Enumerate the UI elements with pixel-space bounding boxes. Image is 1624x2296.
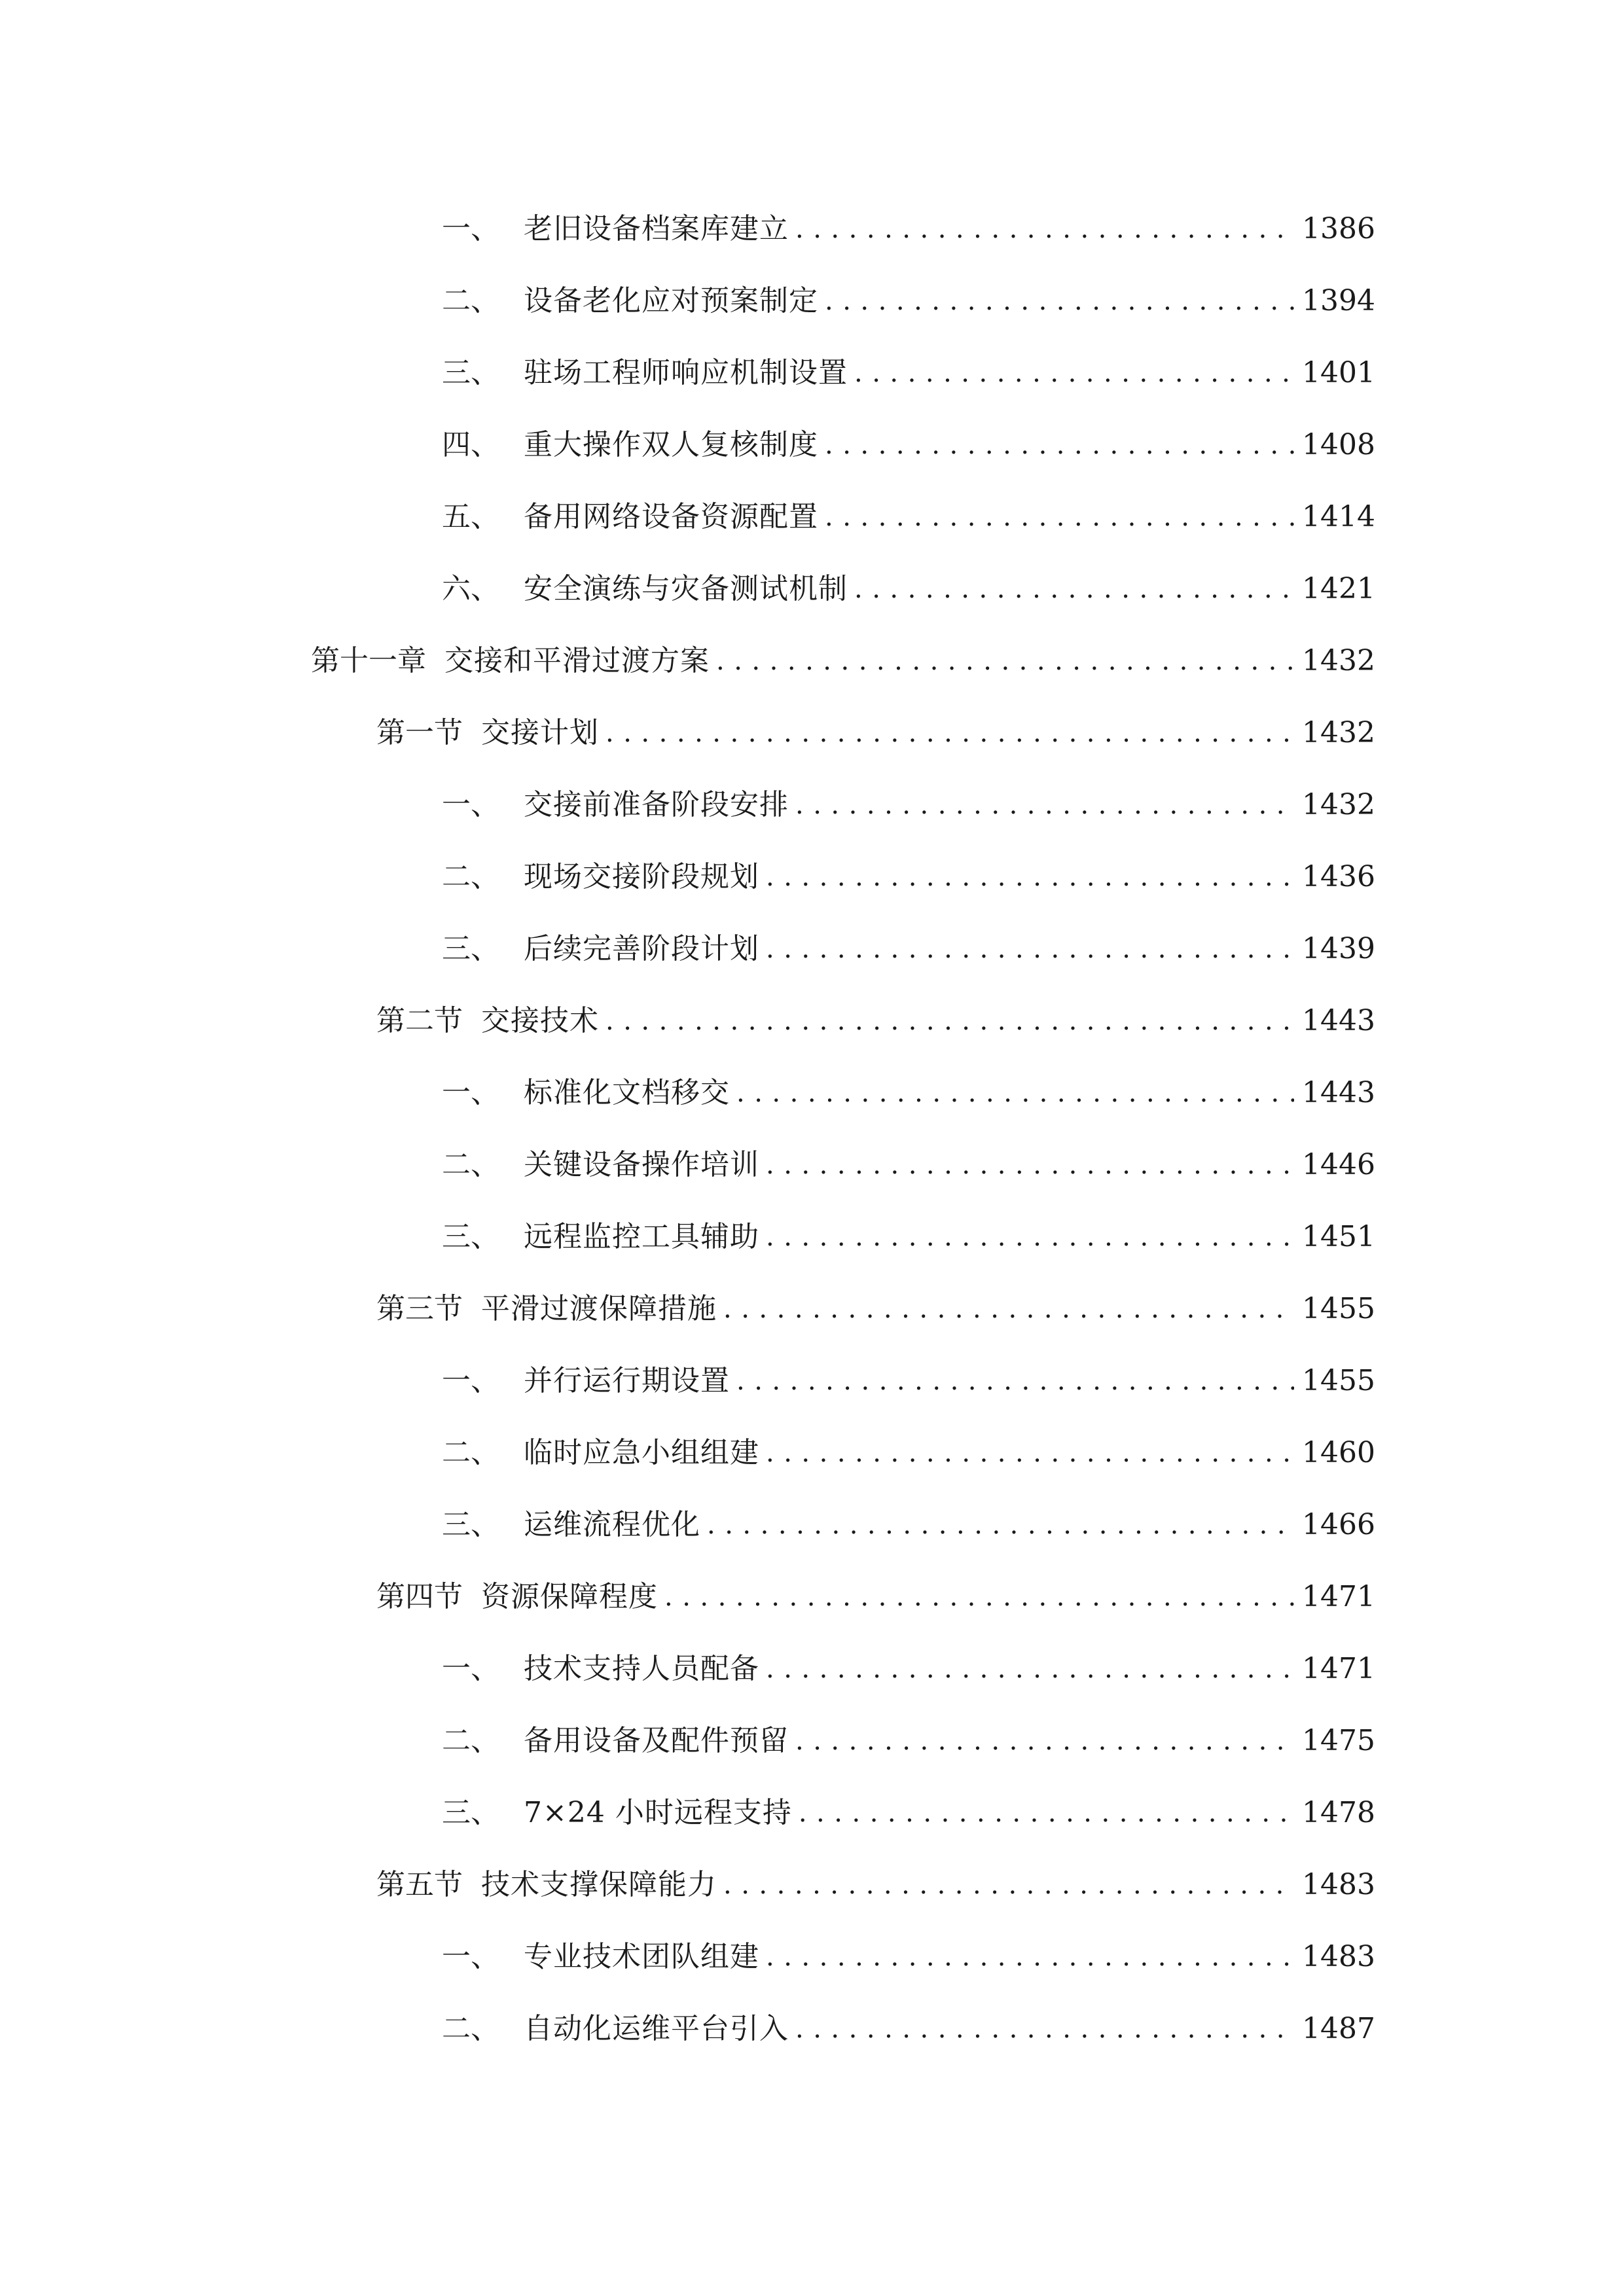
toc-entry-number: 三、 (442, 1508, 499, 1541)
toc-entry-number: 一、 (442, 1940, 499, 1973)
toc-section-entry[interactable] (376, 995, 1375, 1047)
toc-entry-page: 1466 (1302, 1508, 1375, 1541)
toc-entry-page: 1455 (1302, 1364, 1375, 1397)
toc-section-number: 第一节 (376, 716, 463, 749)
toc-dot-leader (605, 707, 1294, 759)
toc-entry-number: 二、 (442, 1148, 499, 1181)
toc-entry[interactable] (442, 923, 1375, 975)
toc-entry-title: 老旧设备档案库建立 (524, 212, 789, 245)
toc-entry-title: 驻场工程师响应机制设置 (524, 356, 848, 389)
toc-section-entry[interactable] (376, 1571, 1375, 1623)
toc-entry-number: 三、 (442, 1796, 499, 1829)
toc-section-title: 技术支撑保障能力 (481, 1868, 717, 1901)
toc-section-title: 交接技术 (481, 1004, 599, 1037)
toc-dot-leader (825, 275, 1294, 327)
toc-entry[interactable] (442, 563, 1375, 615)
toc-dot-leader (825, 491, 1294, 543)
toc-entry-number: 二、 (442, 1724, 499, 1757)
toc-dot-leader (736, 1067, 1294, 1119)
toc-entry-title: 临时应急小组组建 (524, 1436, 759, 1469)
toc-entry-page: 1483 (1302, 1868, 1375, 1901)
toc-entry-title: 专业技术团队组建 (524, 1940, 759, 1973)
toc-dot-leader (766, 1931, 1294, 1983)
toc-entry-page: 1421 (1302, 572, 1375, 605)
toc-entry-page: 1432 (1302, 716, 1375, 749)
toc-entry-page: 1436 (1302, 860, 1375, 893)
toc-dot-leader (854, 563, 1294, 615)
toc-entry-page: 1483 (1302, 1940, 1375, 1973)
toc-entry[interactable] (442, 1499, 1375, 1551)
toc-entry[interactable] (442, 1211, 1375, 1263)
toc-entry-number: 一、 (442, 1652, 499, 1685)
toc-entry-page: 1487 (1302, 2012, 1375, 2045)
toc-entry-number: 二、 (442, 284, 499, 317)
toc-entry-title: 备用网络设备资源配置 (524, 500, 818, 533)
toc-entry-page: 1439 (1302, 932, 1375, 965)
toc-section-number: 第五节 (376, 1868, 463, 1901)
toc-entry[interactable] (442, 1787, 1375, 1839)
toc-entry-number: 四、 (442, 428, 499, 461)
toc-entry[interactable] (442, 1931, 1375, 1983)
toc-entry[interactable] (442, 1067, 1375, 1119)
toc-entry-page: 1471 (1302, 1652, 1375, 1685)
toc-section-entry[interactable] (376, 1859, 1375, 1911)
toc-entry[interactable] (442, 1427, 1375, 1479)
toc-dot-leader (799, 1787, 1294, 1839)
toc-entry[interactable] (442, 1715, 1375, 1767)
toc-entry-title: 关键设备操作培训 (524, 1148, 759, 1181)
toc-entry-page: 1451 (1302, 1220, 1375, 1253)
toc-section-entry[interactable] (376, 1283, 1375, 1335)
toc-dot-leader (664, 1571, 1294, 1623)
toc-section-title: 平滑过渡保障措施 (481, 1292, 717, 1325)
toc-dot-leader (766, 1139, 1294, 1191)
toc-section-number: 第二节 (376, 1004, 463, 1037)
toc-entry-title: 重大操作双人复核制度 (524, 428, 818, 461)
toc-entry-title: 后续完善阶段计划 (524, 932, 759, 965)
toc-entry-number: 一、 (442, 1076, 499, 1109)
toc-entry-page: 1414 (1302, 500, 1375, 533)
toc-entry-title: 远程监控工具辅助 (524, 1220, 759, 1253)
toc-entry-number: 一、 (442, 1364, 499, 1397)
toc-dot-leader (723, 1283, 1294, 1335)
toc-dot-leader (723, 1859, 1294, 1911)
toc-entry-title: 安全演练与灾备测试机制 (524, 572, 848, 605)
toc-entry-number: 六、 (442, 572, 499, 605)
toc-entry[interactable] (442, 2003, 1375, 2055)
toc-section-number: 第三节 (376, 1292, 463, 1325)
toc-dot-leader (716, 635, 1294, 687)
toc-entry-title: 自动化运维平台引入 (524, 2012, 789, 2045)
toc-entry-page: 1455 (1302, 1292, 1375, 1325)
toc-entry-title: 交接前准备阶段安排 (524, 788, 789, 821)
toc-entry-title: 现场交接阶段规划 (524, 860, 759, 893)
toc-dot-leader (795, 779, 1294, 831)
toc-entry-number: 二、 (442, 860, 499, 893)
toc-dot-leader (795, 1715, 1294, 1767)
toc-entry[interactable] (442, 1355, 1375, 1407)
toc-chapter-title: 交接和平滑过渡方案 (444, 644, 710, 677)
toc-section-entry[interactable] (376, 707, 1375, 759)
toc-entry-page: 1443 (1302, 1076, 1375, 1109)
toc-entry-title: 备用设备及配件预留 (524, 1724, 789, 1757)
toc-entry[interactable] (442, 419, 1375, 471)
toc-dot-leader (766, 1211, 1294, 1263)
toc-entry-number: 二、 (442, 1436, 499, 1469)
toc-entry-page: 1475 (1302, 1724, 1375, 1757)
toc-dot-leader (605, 995, 1294, 1047)
toc-entry-page: 1401 (1302, 356, 1375, 389)
toc-entry-title: 7×24 小时远程支持 (524, 1796, 792, 1829)
toc-entry-page: 1386 (1302, 212, 1375, 245)
toc-entry-title: 设备老化应对预案制定 (524, 284, 818, 317)
toc-section-number: 第四节 (376, 1580, 463, 1613)
toc-entry-number: 五、 (442, 500, 499, 533)
toc-chapter-entry[interactable] (311, 635, 1375, 687)
toc-dot-leader (736, 1355, 1294, 1407)
toc-dot-leader (766, 923, 1294, 975)
toc-entry-page: 1432 (1302, 644, 1375, 677)
toc-entry-page: 1408 (1302, 428, 1375, 461)
toc-entry-title: 技术支持人员配备 (524, 1652, 759, 1685)
toc-entry[interactable] (442, 203, 1375, 255)
toc-entry-page: 1446 (1302, 1148, 1375, 1181)
toc-dot-leader (795, 2003, 1294, 2055)
toc-entry-number: 二、 (442, 2012, 499, 2045)
toc-dot-leader (766, 851, 1294, 903)
toc-section-title: 资源保障程度 (481, 1580, 658, 1613)
toc-dot-leader (825, 419, 1294, 471)
toc-entry-number: 三、 (442, 932, 499, 965)
toc-entry-page: 1460 (1302, 1436, 1375, 1469)
toc-entry[interactable] (442, 851, 1375, 903)
toc-entry[interactable] (442, 491, 1375, 543)
toc-entry-page: 1432 (1302, 788, 1375, 821)
toc-entry-page: 1443 (1302, 1004, 1375, 1037)
toc-entry-title: 标准化文档移交 (524, 1076, 730, 1109)
toc-entry[interactable] (442, 1139, 1375, 1191)
toc-entry[interactable] (442, 347, 1375, 399)
toc-dot-leader (766, 1427, 1294, 1479)
toc-dot-leader (766, 1643, 1294, 1695)
toc-entry-number: 三、 (442, 356, 499, 389)
toc-section-title: 交接计划 (481, 716, 599, 749)
toc-entry-number: 一、 (442, 212, 499, 245)
toc-entry[interactable] (442, 1643, 1375, 1695)
toc-entry-page: 1478 (1302, 1796, 1375, 1829)
toc-dot-leader (707, 1499, 1294, 1551)
toc-dot-leader (795, 203, 1294, 255)
toc-entry[interactable] (442, 275, 1375, 327)
toc-entry-page: 1394 (1302, 284, 1375, 317)
toc-entry-number: 一、 (442, 788, 499, 821)
toc-entry-number: 三、 (442, 1220, 499, 1253)
toc-entry-page: 1471 (1302, 1580, 1375, 1613)
toc-dot-leader (854, 347, 1294, 399)
toc-entry-title: 运维流程优化 (524, 1508, 700, 1541)
toc-chapter-number: 第十一章 (311, 644, 426, 677)
toc-entry-title: 并行运行期设置 (524, 1364, 730, 1397)
toc-entry[interactable] (442, 779, 1375, 831)
